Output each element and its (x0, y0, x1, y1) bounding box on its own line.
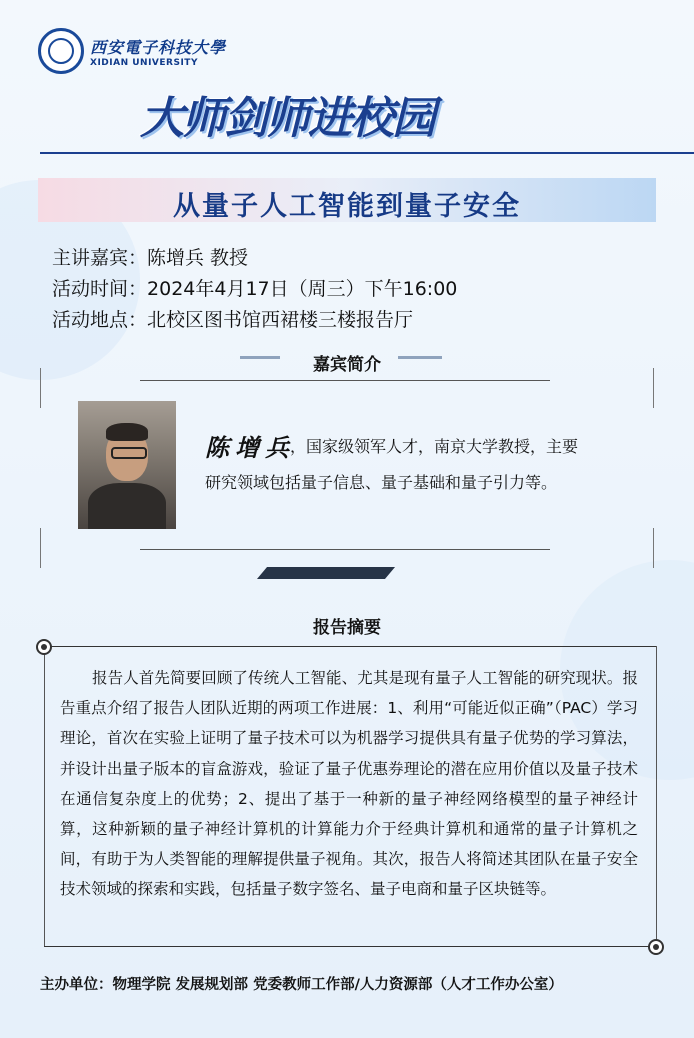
bio-text-line1: ，国家级领军人才，南京大学教授，主要 (290, 437, 579, 456)
bio-heading: 嘉宾简介 (313, 355, 381, 375)
abstract-frame-bottom (44, 946, 656, 947)
frame-left (40, 528, 41, 568)
abstract-frame-top (44, 646, 656, 647)
university-logo (38, 28, 226, 74)
abstract-frame-right (656, 646, 657, 946)
divider-line (140, 380, 550, 381)
info-value: 陈增兵 教授 (147, 247, 249, 269)
university-name-cn: 西安電子科技大學 (90, 37, 227, 57)
banner-underline (40, 152, 694, 154)
corner-ring-icon (36, 639, 52, 655)
speaker-name: 陈增兵 (205, 433, 295, 462)
info-label: 主讲嘉宾： (52, 247, 148, 269)
university-name-en: XIDIAN UNIVERSITY (90, 57, 198, 68)
info-label: 活动时间： (52, 278, 148, 300)
title-bar (38, 178, 656, 222)
speaker-photo (78, 401, 176, 529)
info-speaker (52, 243, 248, 270)
frame-right (653, 368, 654, 408)
abstract-text: 报告人首先简要回顾了传统人工智能、尤其是现有量子人工智能的研究现状。报告重点介绍了报告人团队近期的两项工作进展：1、利用“可能近似正确”（PAC）学习理论，首次在实验上证明了量子技术可以为机器学习提供具有量子优势的学习算法，并设计出量子版本的盲盒游戏，验证了量子优惠券理论的潜在应用价值以及量子技术在通信复杂度上的优势；2、提出了基于一种新的量子神经网络模型的量子神经计算，这种新颖的量子神经计算机的计算能力介于经典计算机和通常的量子计算机之间，有助于为人类智能的理解提供量子视角。其次，报告人将简述其团队在量子安全技术领域的探索和实践，包括量子数字签名、量子电商和量子区块链等。 (60, 669, 638, 899)
lecture-title: 从量子人工智能到量子安全 (173, 191, 521, 222)
info-label: 活动地点： (52, 309, 148, 331)
divider-line (140, 549, 550, 550)
info-value: 2024年4月17日（周三）下午16:00 (147, 278, 458, 300)
abstract-heading: 报告摘要 (313, 618, 381, 638)
organizer-footer: 主办单位：物理学院 发展规划部 党委教师工作部/人力资源部（人才工作办公室） (40, 977, 563, 993)
info-value: 北校区图书馆西裙楼三楼报告厅 (147, 309, 414, 331)
info-location (52, 305, 413, 332)
slant-decoration (257, 567, 395, 579)
abstract-frame-left (44, 646, 45, 946)
frame-left (40, 368, 41, 408)
event-series-banner (140, 78, 560, 144)
bio-text-line2: 研究领域包括量子信息、量子基础和量子引力等。 (205, 473, 558, 492)
banner-title: 大师剑师进校园 (140, 93, 434, 144)
university-seal-icon (38, 28, 84, 74)
frame-right (653, 528, 654, 568)
corner-ring-icon (648, 939, 664, 955)
info-time (52, 274, 457, 301)
